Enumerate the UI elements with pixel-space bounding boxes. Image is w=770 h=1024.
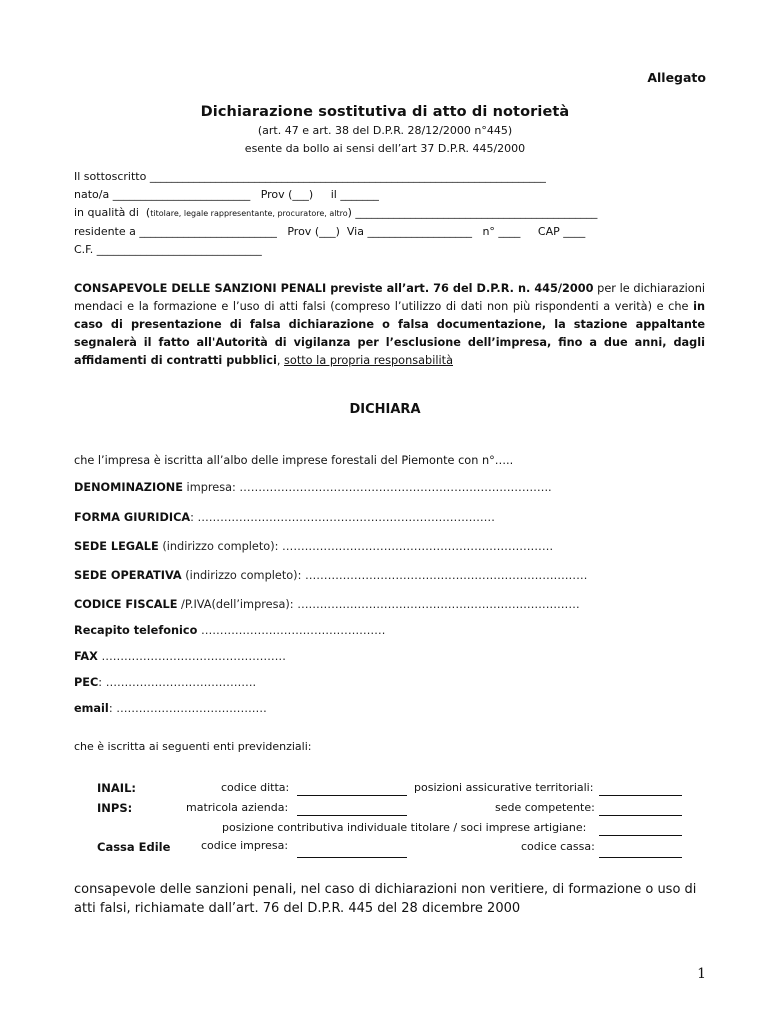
email-dots: : ………………………………….	[108, 702, 267, 715]
sede-legale-label: SEDE LEGALE	[74, 540, 159, 553]
field-qualita-line: ) ____________________________________________	[347, 206, 598, 219]
allegato-label: Allegato	[647, 70, 706, 85]
subtitle-law-reference: (art. 47 e art. 38 del D.P.R. 28/12/2000 n°445)	[257, 124, 513, 137]
inps-matricola-line[interactable]	[297, 815, 407, 816]
inail-codice-ditta-line[interactable]	[297, 795, 407, 796]
field-qualita-label: in qualità di (	[74, 206, 151, 219]
field-codice-fiscale[interactable]: C.F. ______________________________	[74, 243, 262, 256]
inps-sede-label: sede competente:	[495, 801, 595, 814]
forma-dots: : …………………………………………………………………….	[190, 511, 495, 524]
email-label: email	[74, 702, 109, 715]
inps-sede-line[interactable]	[599, 815, 682, 816]
forma-label: FORMA GIURIDICA	[74, 511, 191, 524]
cassa-codice-cassa-line[interactable]	[599, 857, 682, 858]
inps-matricola-label: matricola azienda:	[186, 801, 289, 814]
recapito-dots: ………………………………………….	[197, 624, 386, 637]
inail-label: INAIL:	[97, 781, 137, 795]
consapevole-bold-1: CONSAPEVOLE DELLE SANZIONI PENALI previste all’art. 76 del D.P.R. n. 445/2000	[74, 282, 594, 295]
sede-operativa-label: SEDE OPERATIVA	[74, 569, 182, 582]
field-iscritta-albo[interactable]: che l’impresa è iscritta all’albo delle imprese forestali del Piemonte con n°…..	[74, 454, 514, 467]
fax-label: FAX	[74, 650, 98, 663]
cassa-codice-impresa-line[interactable]	[297, 857, 407, 858]
consapevole-underlined: sotto la propria responsabilità	[284, 354, 453, 367]
consapevole-bold-2: in caso di presentazione di falsa dichiarazione o falsa documentazione, la stazione appaltante segnalerà il fatto all'Autorità di vigilanza per l’esclusione dell’impresa, fino a due anni, dagli affidamenti di contratti pubblici	[74, 300, 705, 367]
field-sottoscritto[interactable]: Il sottoscritto ________________________________________________________________________	[74, 170, 546, 183]
page-number: 1	[697, 966, 706, 982]
cassa-edile-label: Cassa Edile	[97, 840, 171, 854]
field-residente[interactable]: residente a _________________________ Prov (___) Via ___________________ n° ____ CAP ____	[74, 225, 586, 238]
posizione-contributiva-line[interactable]	[599, 835, 682, 836]
enti-intro: che è iscritta ai seguenti enti previdenziali:	[74, 740, 312, 753]
closing-paragraph: consapevole delle sanzioni penali, nel caso di dichiarazioni non veritiere, di formazione o uso di atti falsi, richiamate dall’art. 76 del D.P.R. 445 del 28 dicembre 2000	[74, 882, 697, 916]
fax-dots: ………………………………………….	[97, 650, 286, 663]
inail-posizioni-label: posizioni assicurative territoriali:	[414, 781, 594, 794]
denominazione-dots: impresa: ………………………………………………………………………..	[182, 481, 552, 494]
inail-posizioni-line[interactable]	[599, 795, 682, 796]
subtitle-stamp-exemption: esente da bollo ai sensi dell’art 37 D.P.R. 445/2000	[244, 142, 526, 155]
inps-label: INPS:	[97, 801, 133, 815]
codice-fiscale-dots: /P.IVA(dell’impresa): …………………………………………………………………	[177, 598, 580, 611]
cassa-codice-cassa-label: codice cassa:	[521, 840, 595, 853]
inail-codice-ditta-label: codice ditta:	[221, 781, 290, 794]
codice-fiscale-label: CODICE FISCALE	[74, 598, 178, 611]
field-qualita-options: titolare, legale rappresentante, procuratore, altro	[150, 209, 348, 218]
dichiara-heading: DICHIARA	[349, 402, 421, 417]
document-title: Dichiarazione sostitutiva di atto di notorietà	[200, 104, 570, 120]
sede-operativa-dots: (indirizzo completo): …………………………………………………………………	[181, 569, 588, 582]
field-nato-a[interactable]: nato/a _________________________ Prov (___) il _______	[74, 188, 379, 201]
consapevole-text-1: per le dichiarazioni mendaci e la formazione e l’uso di atti falsi (compreso l’utilizzo di dati non più rispondenti a verità) e che	[74, 282, 705, 313]
sede-legale-dots: (indirizzo completo): ………………………………………………………………	[158, 540, 554, 553]
consapevole-text-2: ,	[276, 354, 285, 367]
posizione-contributiva-label: posizione contributiva individuale titolare / soci imprese artigiane:	[222, 821, 587, 834]
cassa-codice-impresa-label: codice impresa:	[201, 839, 289, 852]
pec-dots: : ………………………………….	[98, 676, 257, 689]
recapito-label: Recapito telefonico	[74, 624, 198, 637]
pec-label: PEC	[74, 676, 99, 689]
denominazione-label: DENOMINAZIONE	[74, 481, 183, 494]
